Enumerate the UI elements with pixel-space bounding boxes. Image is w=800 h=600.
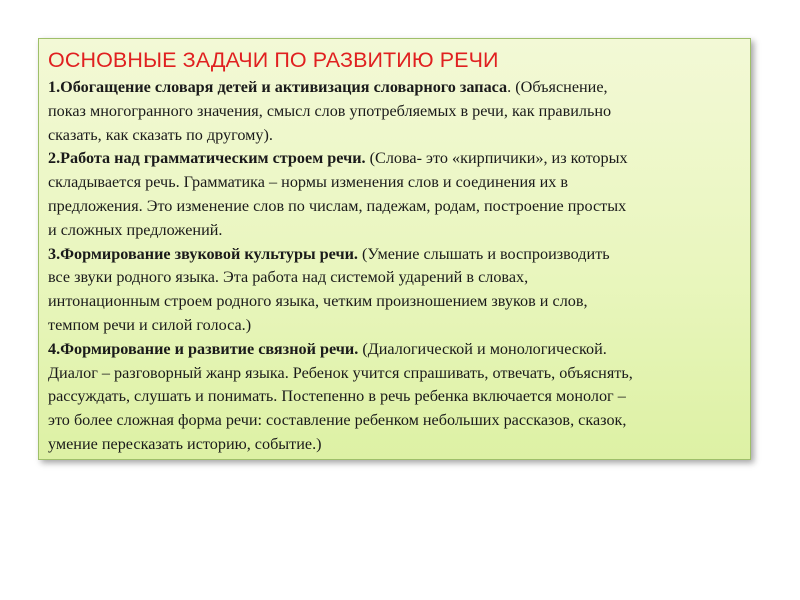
content-box <box>38 38 751 460</box>
task-4-heading: 4.Формирование и развитие связной речи. <box>48 339 359 358</box>
task-2-line-1: 2.Работа над грамматическим строем речи. (Слова- это «кирпичики», из которых <box>48 149 628 168</box>
task-3-heading: 3.Формирование звуковой культуры речи. <box>48 244 358 263</box>
slide-title: ОСНОВНЫЕ ЗАДАЧИ ПО РАЗВИТИЮ РЕЧИ <box>48 48 499 72</box>
task-3-line-1: 3.Формирование звуковой культуры речи. (Умение слышать и воспроизводить <box>48 244 610 263</box>
task-3-line-2: все звуки родного языка. Эта работа над системой ударений в словах, <box>48 268 529 287</box>
task-4-line-2: Диалог – разговорный жанр языка. Ребенок учится спрашивать, отвечать, объяснять, <box>48 363 633 382</box>
task-1-line-2: показ многогранного значения, смысл слов употребляемых в речи, как правильно <box>48 101 612 120</box>
task-1 <box>48 76 742 147</box>
task-4 <box>48 338 742 457</box>
task-2-line-2: складывается речь. Грамматика – нормы изменения слов и соединения их в <box>48 173 569 192</box>
task-3-line-4: темпом речи и силой голоса.) <box>48 315 252 334</box>
task-3-line-3: интонационным строем родного языка, четким произношением звуков и слов, <box>48 292 588 311</box>
task-2 <box>48 147 742 242</box>
task-2-line-3: предложения. Это изменение слов по числам, падежам, родам, построение простых <box>48 196 627 215</box>
task-3 <box>48 243 742 338</box>
task-1-line-1: 1.Обогащение словаря детей и активизация словарного запаса. (Объяснение, <box>48 78 608 96</box>
task-2-line-4: и сложных предложений. <box>48 220 223 239</box>
task-4-line-1: 4.Формирование и развитие связной речи. (Диалогической и монологической. <box>48 339 607 358</box>
task-2-heading: 2.Работа над грамматическим строем речи. <box>48 149 366 168</box>
task-4-line-5: умение пересказать историю, событие.) <box>48 434 322 453</box>
task-4-line-3: рассуждать, слушать и понимать. Постепенно в речь ребенка включается монолог – <box>48 387 626 406</box>
task-4-line-4: это более сложная форма речи: составление ребенком небольших рассказов, сказок, <box>48 411 627 430</box>
task-1-line-3: сказать, как сказать по другому). <box>48 125 273 144</box>
task-1-heading: 1.Обогащение словаря детей и активизация словарного запаса <box>48 78 508 96</box>
